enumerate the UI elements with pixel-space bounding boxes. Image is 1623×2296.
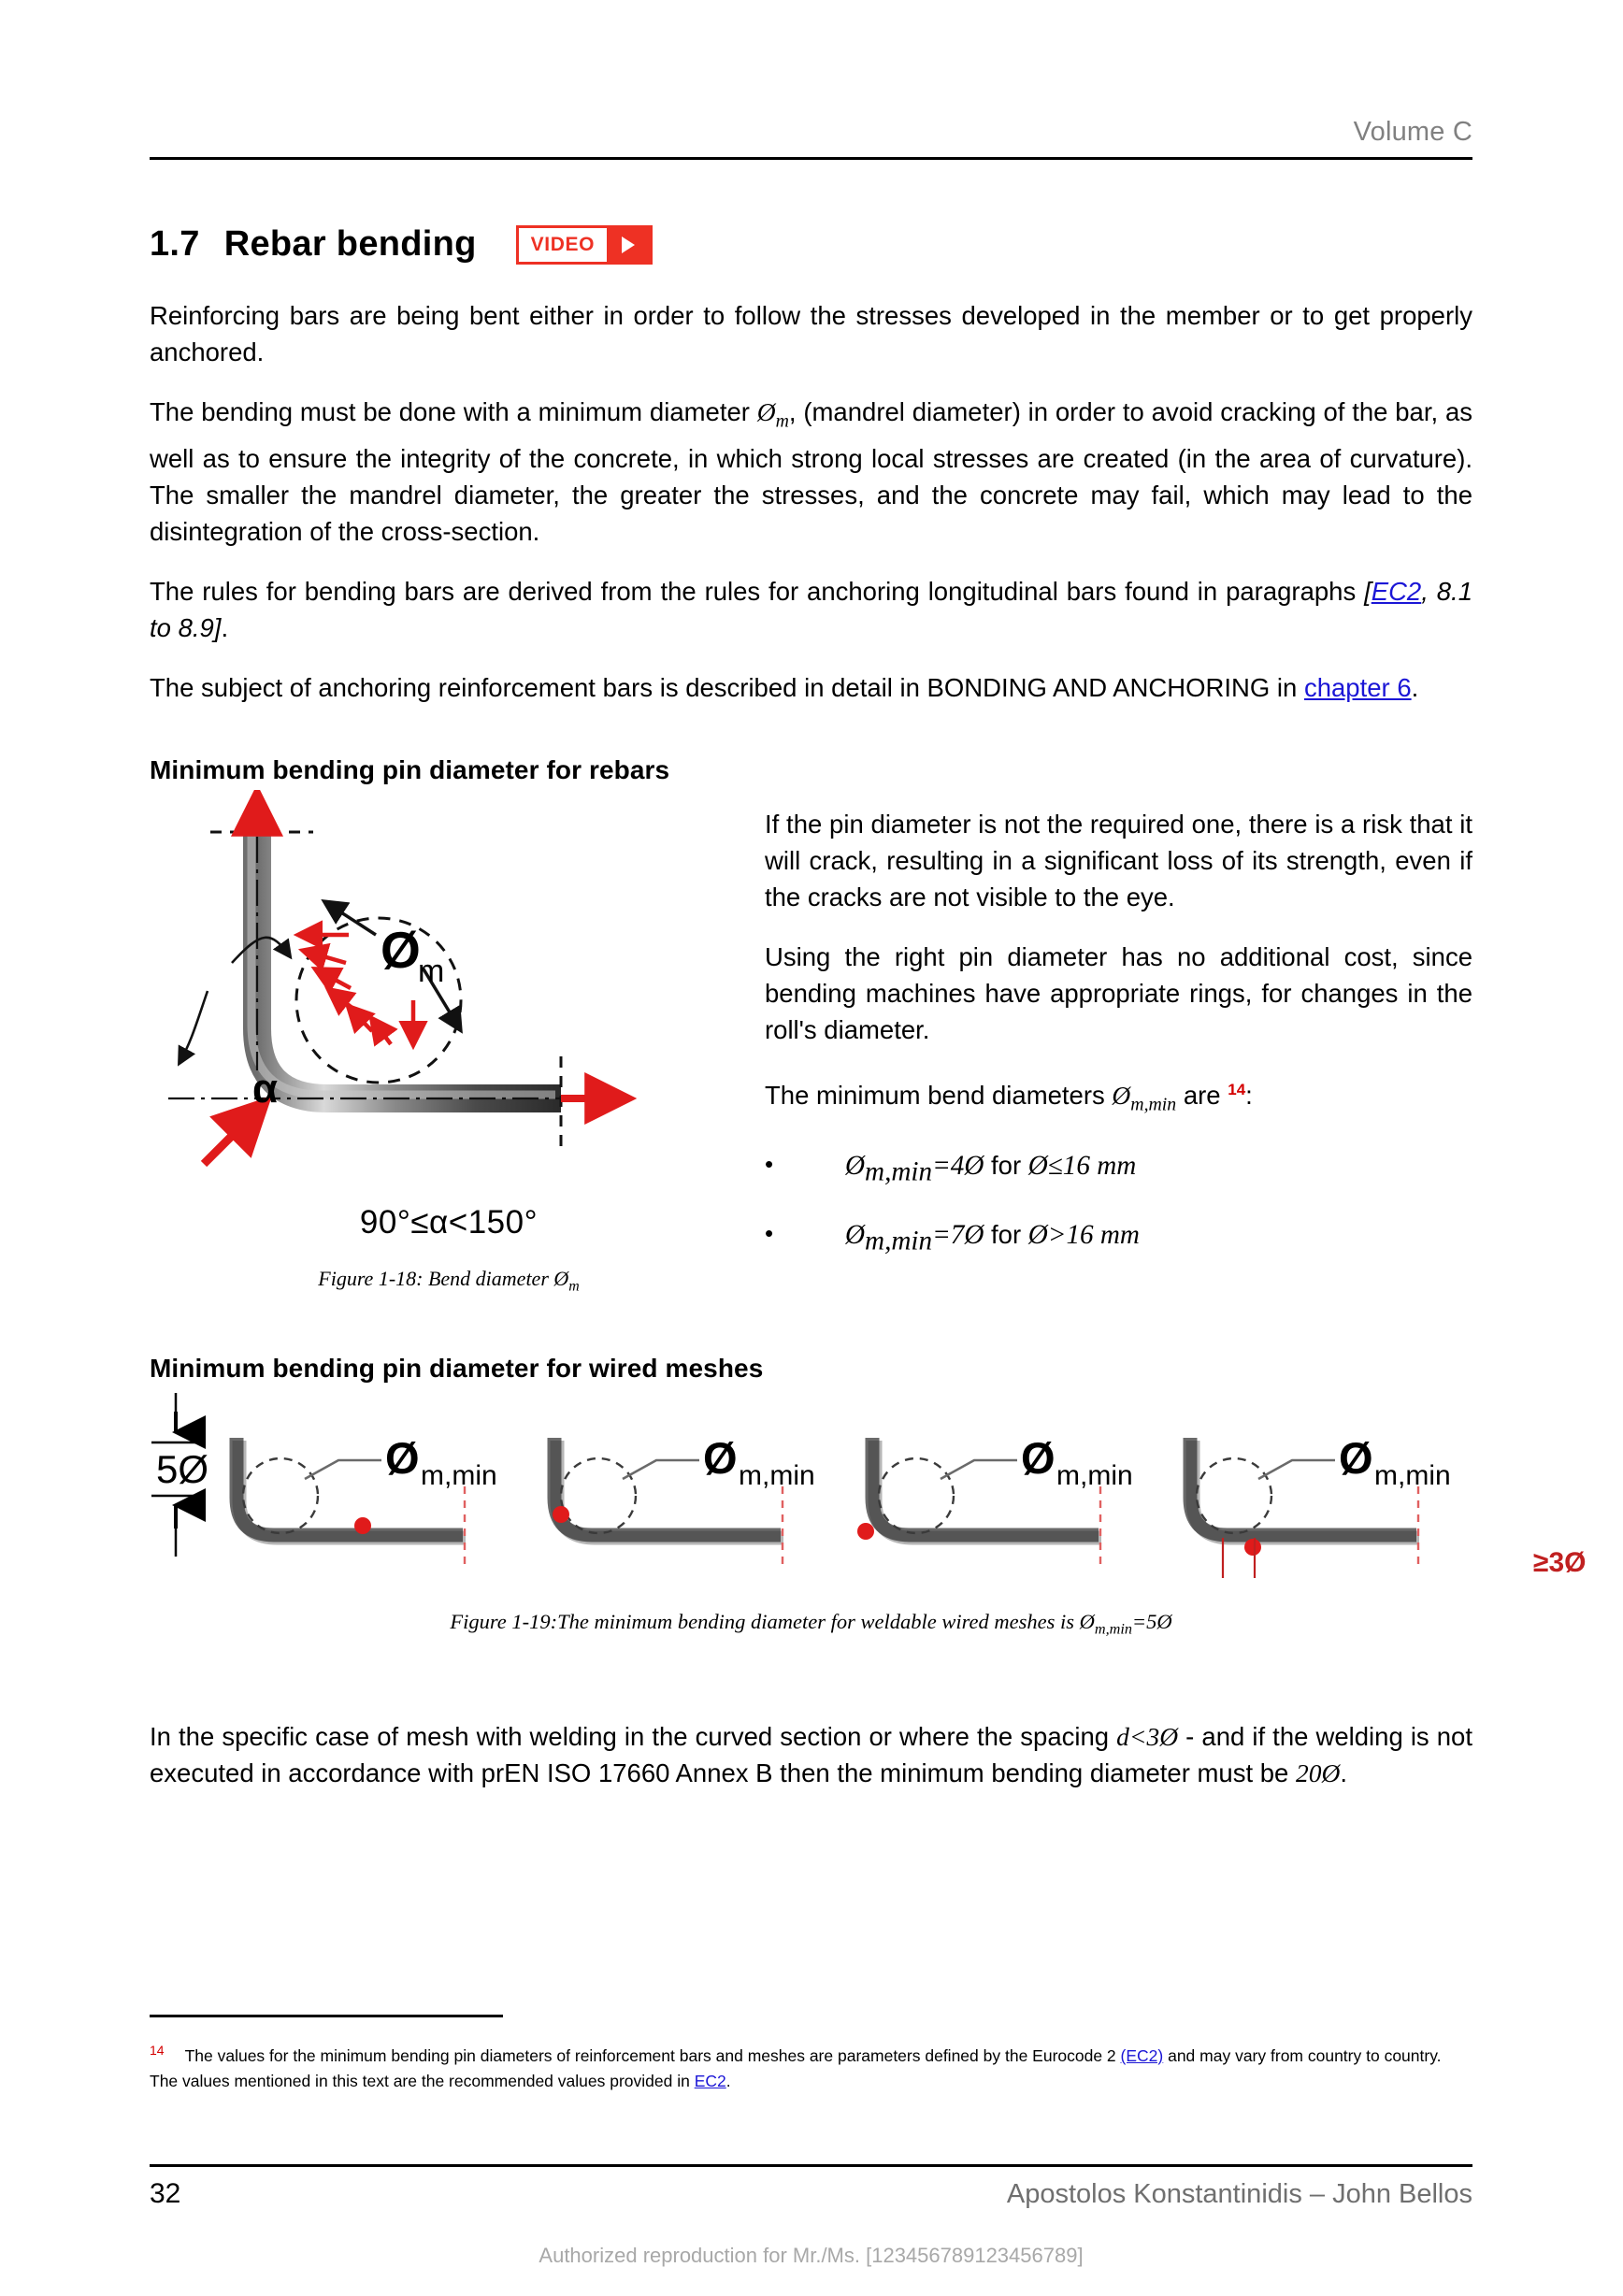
paragraph-1: Reinforcing bars are being bent either in order to follow the stresses developed in the member or to get properly anchored. (150, 301, 1472, 366)
angle-alpha-label: α (252, 1066, 279, 1112)
mesh-panel-1 (237, 1433, 497, 1566)
mandrel-circle (296, 918, 461, 1083)
mesh-panel-3 (857, 1433, 1133, 1566)
play-triangle-icon[interactable] (607, 228, 650, 262)
right-paragraph-2: Using the right pin diameter has no additional cost, since bending machines have appropriate rings, for changes in the roll's diameter. (765, 942, 1472, 1044)
bullet-1-condition: Ø>16 mm (1027, 1219, 1140, 1250)
video-badge-label: VIDEO (519, 228, 607, 262)
footnote-text-b: and may vary from country to country. The values mentioned in this text are the recommended values provided in (150, 2045, 1442, 2090)
bullet-1-mid: for (984, 1219, 1028, 1249)
panel-3-symbol: Ø (1021, 1433, 1056, 1483)
spacing-3d-label: ≥3Ø (1533, 1547, 1587, 1578)
p2-lead: The bending must be done with a minimum diameter (150, 397, 757, 426)
closing-text-block (150, 1718, 1472, 1815)
p4-lead: The subject of anchoring reinforcement bars is described in detail in BONDING AND ANCHORING in (150, 672, 1304, 702)
link-chapter-6[interactable]: chapter 6 (1303, 672, 1412, 702)
panel-2-subscript: m,min (739, 1460, 815, 1491)
figure-1-19-caption (150, 1610, 1472, 1639)
weld-dot-1 (354, 1517, 371, 1534)
p3-end: . (221, 612, 229, 642)
section-number: 1.7 (150, 224, 200, 264)
fig18-caption-subscript: m (568, 1278, 580, 1295)
bullet-content (845, 1219, 1140, 1257)
bullet-0-equation: =4Ø (932, 1151, 984, 1181)
r3-end: : (1245, 1081, 1253, 1111)
p3-rest: , 8.1 to 8.9] (150, 576, 1472, 642)
link-ec2[interactable]: EC2 (1371, 576, 1422, 606)
section-title: Rebar bending (223, 224, 477, 264)
footnote-text-a: The values for the minimum bending pin diameters of reinforcement bars and meshes are parameters defined by the Eurocode 2 (184, 2045, 1121, 2065)
bullet-1-equation: =7Ø (932, 1219, 984, 1250)
bullet-marker: • (765, 1150, 774, 1178)
subheading-meshes: Minimum bending pin diameter for wired meshes (150, 1354, 764, 1383)
footnote-text-c: . (725, 2071, 731, 2090)
footnote-link-ec2-1[interactable]: (EC2) (1120, 2045, 1164, 2065)
mandrel-diameter-symbol: Ø (381, 921, 421, 979)
p2-subscript: m (775, 410, 789, 432)
bullet-0-subscript: m,min (865, 1156, 933, 1187)
bullet-content (845, 1150, 1136, 1188)
intro-text-block (150, 297, 1472, 729)
panel-2-symbol: Ø (703, 1433, 738, 1483)
weld-dot-2 (553, 1506, 569, 1523)
bullet-0-condition: Ø≤16 mm (1027, 1151, 1137, 1181)
footnote-ref-14[interactable]: 14 (1228, 1081, 1246, 1098)
dimension-5d (151, 1393, 208, 1557)
footnote-separator (150, 2015, 503, 2017)
fig19-caption-end: =5Ø (1131, 1610, 1172, 1633)
fig19-caption-text: Figure 1-19:The minimum bending diameter for weldable wired meshes is (450, 1610, 1080, 1633)
header-rule (150, 157, 1472, 160)
right-paragraph-1: If the pin diameter is not the required one, there is a risk that it will crack, resulting in a significant loss of its strength, even if the cracks are not visible to the eye. (765, 810, 1472, 911)
panel-1-symbol: Ø (385, 1433, 420, 1483)
page-header (150, 117, 1472, 160)
leader-3 (941, 1460, 1017, 1479)
pin-circle-2 (561, 1458, 636, 1533)
fig19-caption-symbol: Ø (1079, 1610, 1095, 1633)
panel-4-subscript: m,min (1374, 1460, 1451, 1491)
footnote-body (150, 2046, 1442, 2090)
footer-rule (150, 2164, 1472, 2167)
fig19-caption-subscript: m,min (1094, 1620, 1132, 1638)
bullet-1-subscript: m,min (865, 1226, 933, 1256)
p5-math-1: d<3Ø (1116, 1722, 1179, 1751)
bullet-marker: • (765, 1218, 774, 1247)
min-bend-diameter-list (765, 1150, 1472, 1287)
section-heading (150, 224, 653, 265)
p5-math-2: 20Ø (1295, 1758, 1341, 1787)
r3-lead: The minimum bend diameters (765, 1081, 1113, 1111)
authorization-notice: Authorized reproduction for Mr./Ms. [123456789123456789] (539, 2244, 1084, 2267)
fig18-caption-text: Figure 1-18: Bend diameter (318, 1267, 554, 1290)
p5-mid: - and if the welding is not executed in accordance with prEN ISO 17660 Annex B then the minimum bending diameter must be (150, 1722, 1472, 1787)
video-badge-button[interactable] (516, 225, 653, 265)
footer-authors: Apostolos Konstantinidis – John Bellos (1006, 2179, 1472, 2209)
bullet-0-symbol: Ø (845, 1151, 866, 1181)
pin-circle-1 (243, 1458, 318, 1533)
list-item (765, 1150, 1472, 1188)
pin-circle-4 (1197, 1458, 1271, 1533)
paragraph-5 (150, 1718, 1472, 1791)
r3-symbol: Ø (1112, 1081, 1131, 1111)
bullet-0-mid: for (984, 1151, 1028, 1180)
leader-4 (1258, 1460, 1335, 1479)
figure-1-18-caption (159, 1267, 739, 1295)
leader-2 (623, 1460, 699, 1479)
page-number: 32 (150, 2178, 181, 2209)
mesh-panels-svg (140, 1393, 1487, 1599)
header-volume-label: Volume C (1353, 117, 1472, 147)
p5-end: . (1340, 1758, 1347, 1787)
page-footer (150, 2178, 1472, 2210)
footnote-14 (150, 2038, 1472, 2094)
panel-3-subscript: m,min (1056, 1460, 1133, 1491)
alpha-leader-lower (180, 991, 208, 1063)
fig18-caption-symbol: Ø (553, 1267, 569, 1290)
p4-end: . (1411, 672, 1419, 702)
reaction-arrow-diagonal (204, 1104, 264, 1164)
p3-lead: The rules for bending bars are derived from the rules for anchoring longitudinal bars found in paragraphs (150, 576, 1365, 606)
dimension-5d-text: 5Ø (156, 1447, 209, 1491)
subheading-rebars: Minimum bending pin diameter for rebars (150, 755, 670, 784)
right-paragraph-3 (765, 1071, 1472, 1124)
panel-1-subscript: m,min (421, 1460, 497, 1491)
rebar-side-text (765, 806, 1472, 1147)
p2-symbol: Ø (756, 397, 776, 426)
figure-1-18-bend-diagram (159, 790, 739, 1239)
pin-circle-3 (879, 1458, 954, 1533)
list-item (765, 1219, 1472, 1257)
paragraph-3 (150, 573, 1472, 646)
panel-4-symbol: Ø (1339, 1433, 1373, 1483)
paragraph-2 (150, 394, 1472, 550)
figure-1-19-mesh-panels (140, 1393, 1487, 1599)
mandrel-diameter-subscript: m (418, 954, 445, 989)
footnote-mark: 14 (150, 2043, 165, 2058)
r3-subscript: m,min (1130, 1094, 1177, 1115)
p5-lead: In the specific case of mesh with welding in the curved section or where the spacing (150, 1722, 1117, 1751)
mesh-panel-2 (553, 1433, 815, 1566)
bullet-1-symbol: Ø (845, 1219, 866, 1250)
leader-1 (305, 1460, 381, 1479)
p3-bracket: [ (1364, 576, 1372, 606)
paragraph-4 (150, 669, 1472, 706)
r3-mid: are (1176, 1081, 1228, 1111)
footnote-link-ec2-2[interactable]: EC2 (694, 2071, 726, 2090)
mesh-panel-4 (1190, 1433, 1451, 1578)
bend-diagram-svg (159, 790, 739, 1239)
angle-range-label: 90°≤α<150° (359, 1204, 539, 1241)
p2-tail: , (mandrel diameter) in order to avoid cracking of the bar, as well as to ensure the integrity of the concrete, in which strong local stresses are created (in the area of curvature). The smaller the mandrel diameter, the greater the stresses, and the concrete may fail, which may lead to the disintegration of the cross-section. (150, 397, 1472, 546)
weld-dot-3 (857, 1523, 874, 1540)
weld-dot-4 (1244, 1539, 1261, 1556)
